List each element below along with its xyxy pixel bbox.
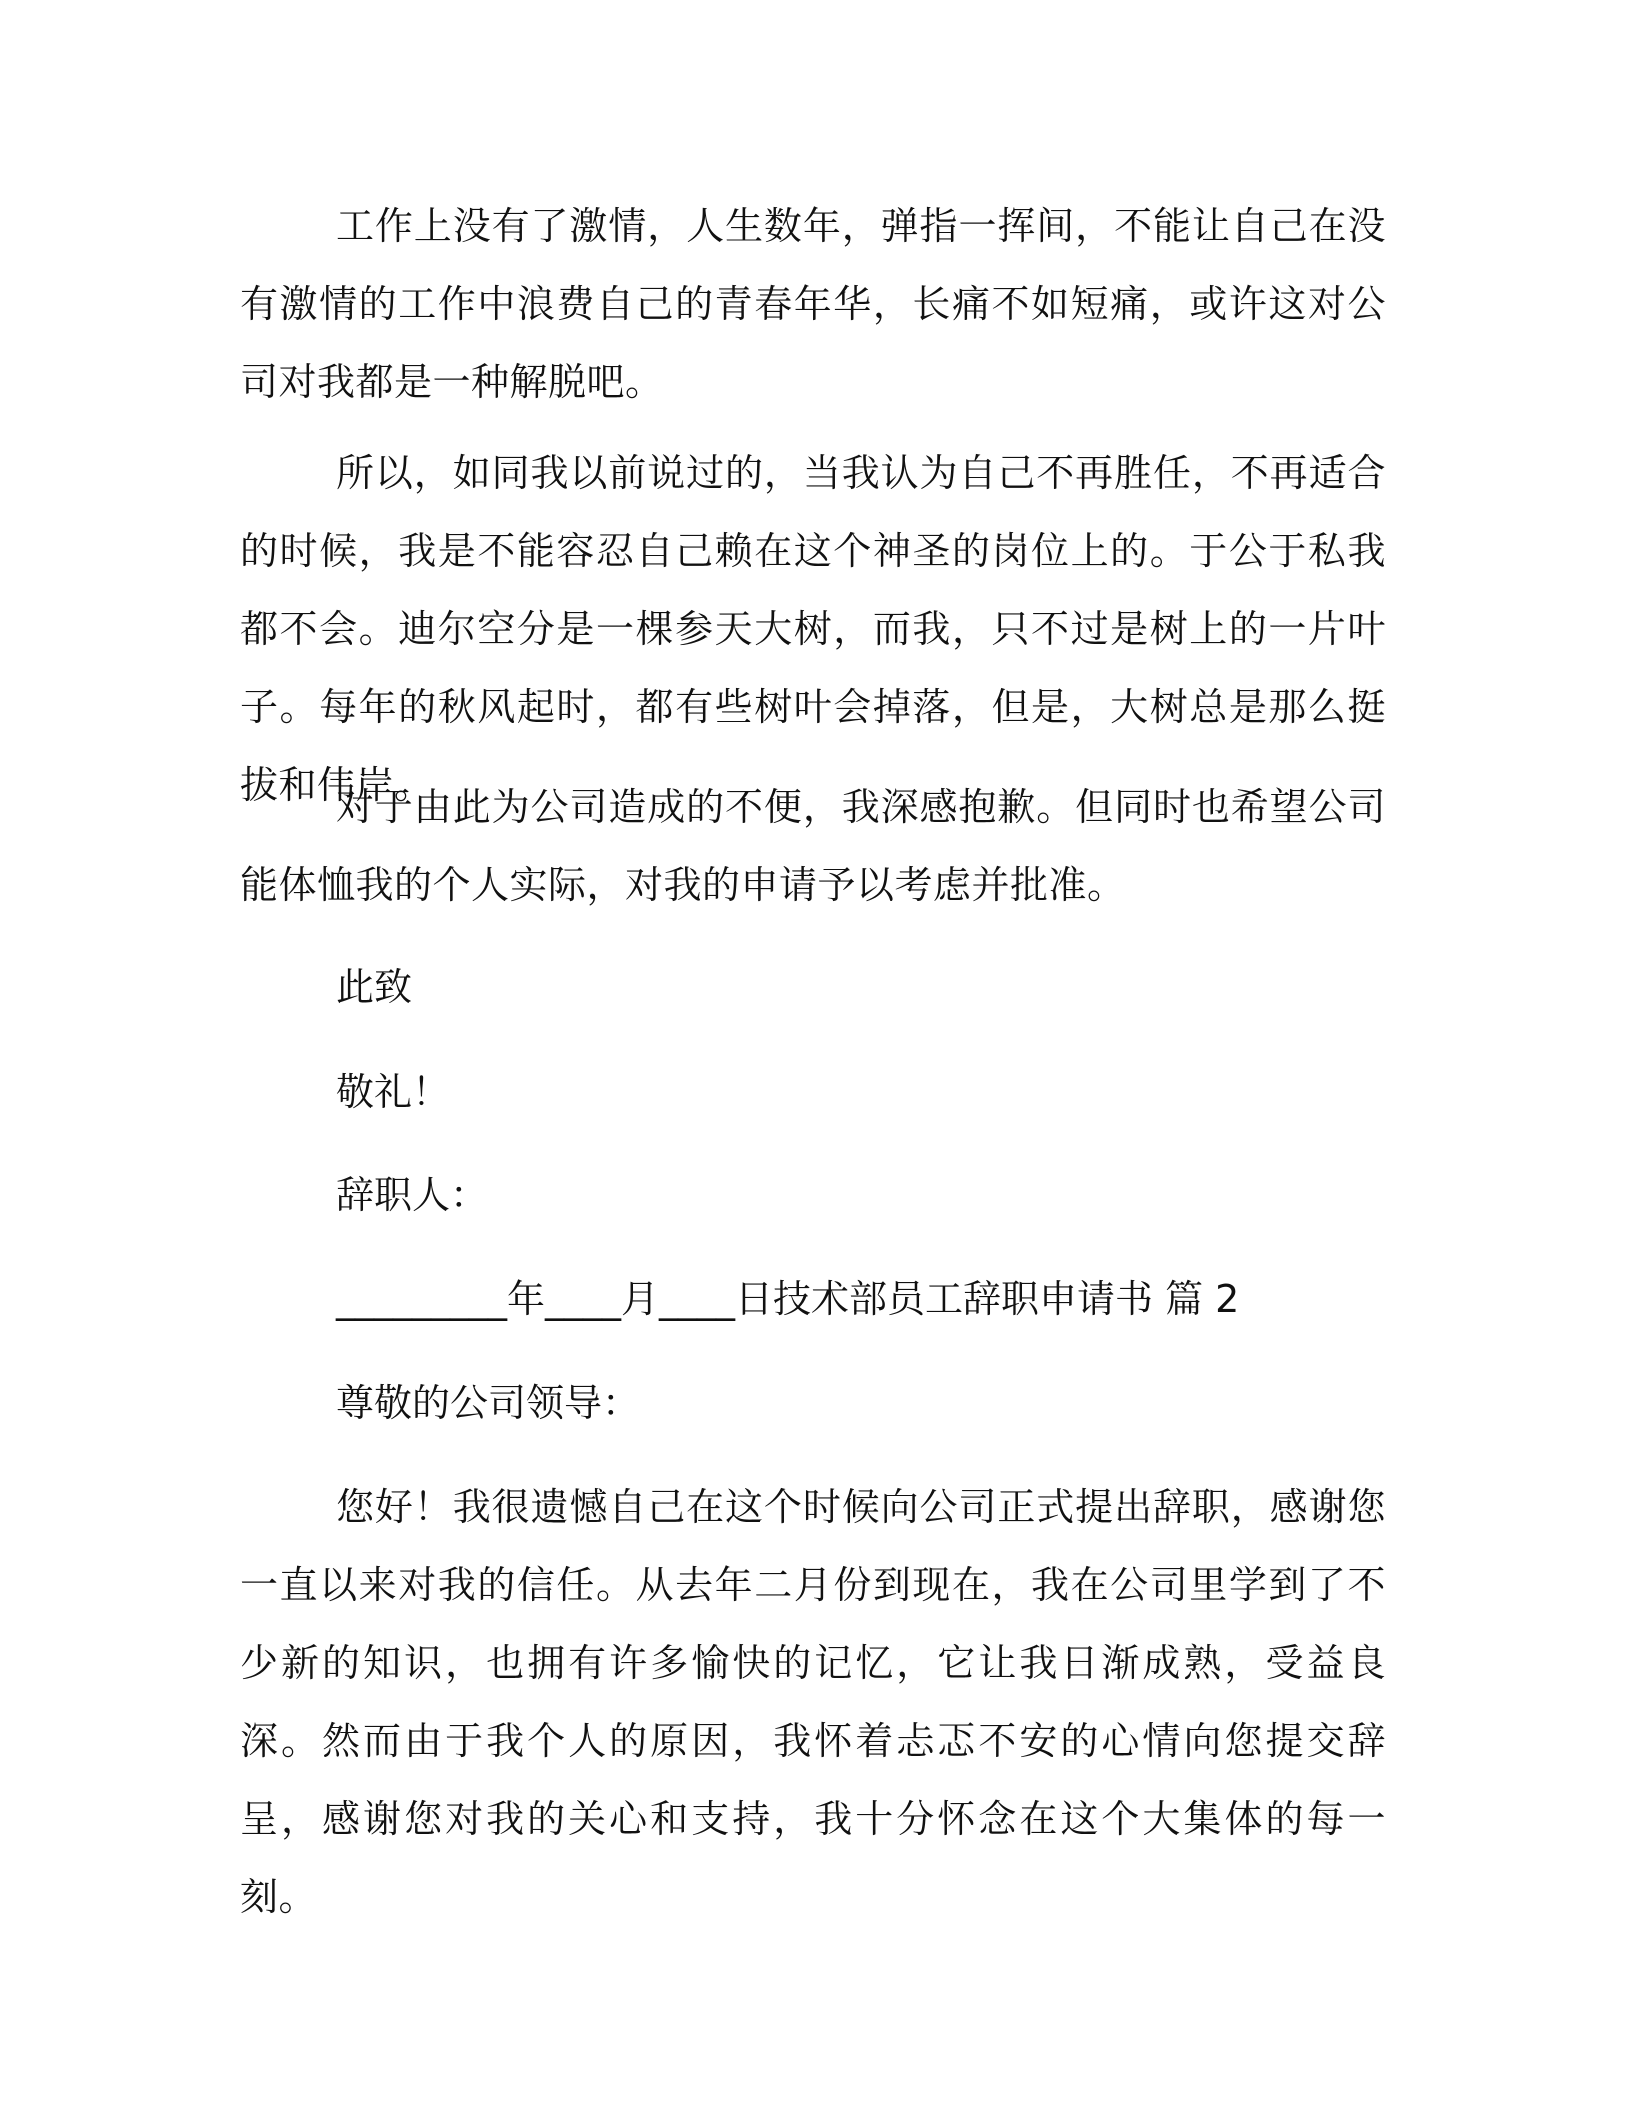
signature-label: 辞职人：: [336, 1173, 489, 1217]
paragraph-letter-body: 您好！我很遗憾自己在这个时候向公司正式提出辞职，感谢您一直以来对我的信任。从去年二月份到现在，我在公司里学到了不少新的知识，也拥有许多愉快的记忆，它让我日渐成熟，受益良深。然而由于我个人的原因，我怀着忐忑不安的心情向您提交辞呈，感谢您对我的关心和支持，我十分怀念在这个大集体的每一刻。: [240, 1485, 1386, 1919]
closing-salute: 敬礼！: [336, 1070, 451, 1114]
date-and-section-title: _________年____月____日技术部员工辞职申请书 篇 2: [336, 1277, 1240, 1321]
paragraph-apology: 对于由此为公司造成的不便，我深感抱歉。但同时也希望公司能体恤我的个人实际，对我的申请予以考虑并批准。: [240, 785, 1386, 907]
paragraph-resignation-reason: 所以，如同我以前说过的，当我认为自己不再胜任，不再适合的时候，我是不能容忍自己赖在这个神圣的岗位上的。于公于私我都不会。迪尔空分是一棵参天大树，而我，只不过是树上的一片叶子。每年的秋风起时，都有些树叶会掉落，但是，大树总是那么挺拔和伟岸。: [240, 451, 1386, 807]
salutation: 尊敬的公司领导：: [336, 1381, 641, 1425]
closing-regards: 此致: [336, 965, 413, 1009]
paragraph-passion: 工作上没有了激情，人生数年，弹指一挥间，不能让自己在没有激情的工作中浪费自己的青春年华，长痛不如短痛，或许这对公司对我都是一种解脱吧。: [240, 204, 1386, 404]
